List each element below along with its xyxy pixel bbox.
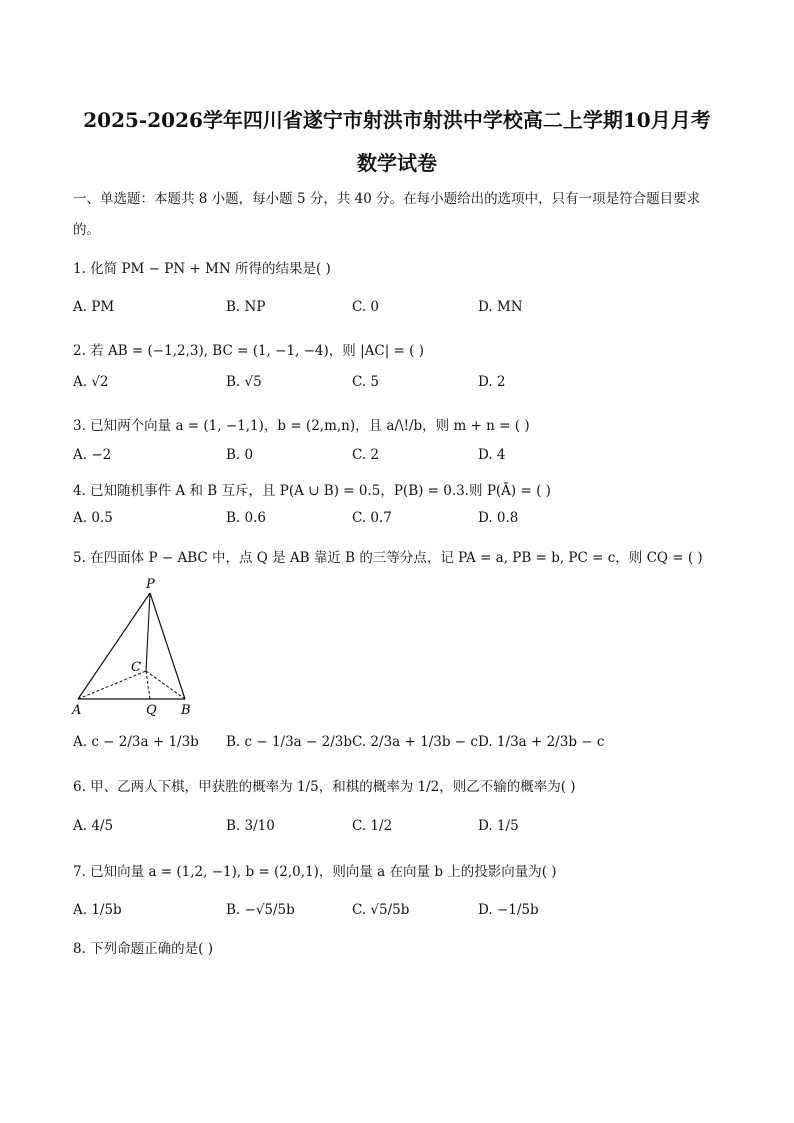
q3-option-c: C. 2 [352,447,380,463]
q2-option-c: C. 5 [352,374,380,390]
q6-option-a: A. 4/5 [73,818,114,834]
question-4-stem: 4. 已知随机事件 A 和 B 互斥，且 P(A ∪ B) = 0.5，P(B) = 0.3.则 P(Ā) = ( ) [73,483,551,499]
q3-option-a: A. −2 [73,447,112,463]
q1-option-a: A. PM [73,299,115,315]
q4-option-b: B. 0.6 [226,510,266,526]
q5-option-c: C. 2/3a + 1/3b − c [352,734,478,750]
title-line-1: 2025-2026学年四川省遂宁市射洪市射洪中学校高二上学期10月月考 [83,108,711,132]
q5-option-d: D. 1/3a + 2/3b − c [478,734,605,750]
q4-option-c: C. 0.7 [352,510,392,526]
title-line-2: 数学试卷 [357,151,437,175]
q5-option-b: B. c − 1/3a − 2/3b [226,734,352,750]
edge-bc [146,671,185,699]
q2-option-d: D. 2 [478,374,506,390]
label-p: P [146,577,155,592]
q1-option-d: D. MN [478,299,523,315]
q3-option-b: B. 0 [226,447,254,463]
tetrahedron-figure [70,575,200,720]
edge-pa [78,593,150,699]
q5-option-a: A. c − 2/3a + 1/3b [73,734,199,750]
question-3-stem: 3. 已知两个向量 a = (1, −1,1)，b = (2,m,n)，且 a/\!/b，则 m + n = ( ) [73,418,530,434]
section-heading-line-2: 的。 [73,222,100,238]
question-8-stem: 8. 下列命题正确的是( ) [73,941,213,957]
segment-cq [146,671,150,699]
q6-option-b: B. 3/10 [226,818,275,834]
question-7-stem: 7. 已知向量 a = (1,2, −1), b = (2,0,1)，则向量 a 在向量 b 上的投影向量为( ) [73,864,557,880]
question-2-stem: 2. 若 AB = (−1,2,3), BC = (1, −1, −4)，则 |AC| = ( ) [73,343,424,359]
q7-option-d: D. −1/5b [478,902,539,918]
question-1-stem: 1. 化简 PM − PN + MN 所得的结果是( ) [73,261,331,277]
q2-option-a: A. √2 [73,374,109,390]
q6-option-c: C. 1/2 [352,818,393,834]
question-6-stem: 6. 甲、乙两人下棋，甲获胜的概率为 1/5，和棋的概率为 1/2，则乙不输的概率为( ) [73,779,576,795]
q1-option-b: B. NP [226,299,266,315]
edge-pc [146,593,150,671]
label-a: A [72,703,82,718]
q3-option-d: D. 4 [478,447,506,463]
q6-option-d: D. 1/5 [478,818,519,834]
q2-option-b: B. √5 [226,374,262,390]
label-c: C [131,660,141,675]
label-q: Q [146,703,157,718]
label-b: B [181,703,191,718]
section-heading-line-1: 一、单选题：本题共 8 小题，每小题 5 分，共 40 分。在每小题给出的选项中，只有一项是符合题目要求 [73,191,701,207]
question-5-stem: 5. 在四面体 P − ABC 中，点 Q 是 AB 靠近 B 的三等分点，记 PA = a, PB = b, PC = c，则 CQ = ( ) [73,550,703,566]
q7-option-a: A. 1/5b [73,902,122,918]
q1-option-c: C. 0 [352,299,380,315]
q4-option-d: D. 0.8 [478,510,519,526]
edge-pb [150,593,185,699]
q7-option-c: C. √5/5b [352,902,410,918]
q4-option-a: A. 0.5 [73,510,113,526]
q7-option-b: B. −√5/5b [226,902,295,918]
